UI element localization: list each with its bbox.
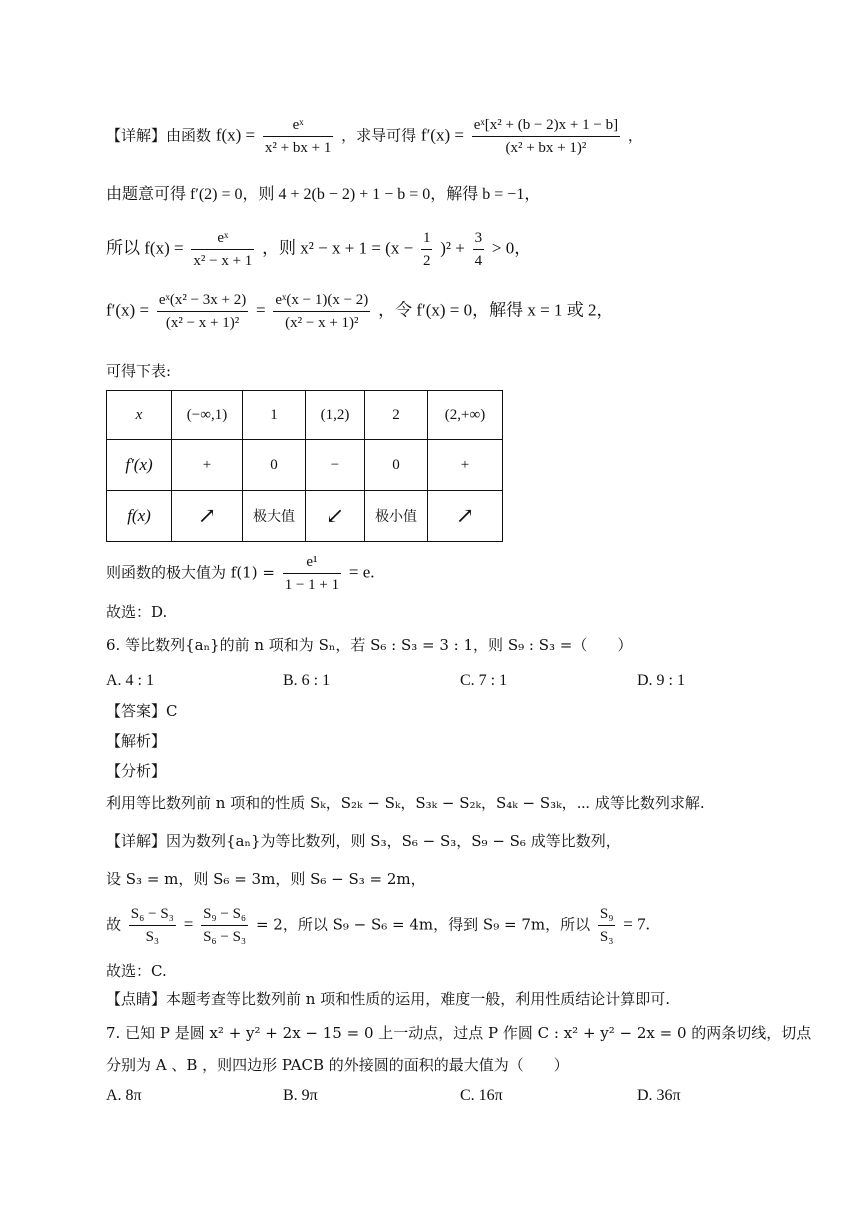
table-cell: 0 [365,440,428,491]
line3-fraction [191,228,254,271]
detail-line-1 [106,115,643,158]
line4-pre: f′(x) = [106,300,150,320]
table-row [107,440,503,491]
max-value-line [106,552,375,595]
detail-text: 由函数 [166,126,212,145]
half-denominator: 2 [422,253,431,269]
table-cell: ↗ [428,491,503,542]
line4-fraction-2 [273,290,370,333]
line3-numerator: eˣ [191,228,254,250]
gu-num1: S₆ − S₃ [129,904,176,926]
detail-line-2: 由题意可得 f′(2) = 0，则 4 + 2(b − 2) + 1 − b = 0，解得 b = −1， [106,186,541,203]
monotonicity-table [106,390,503,542]
table-cell: 极小值 [365,491,428,542]
q7-option-b: B. 9π [283,1087,318,1104]
table-cell: + [172,440,243,491]
gu-fraction-1 [129,904,176,947]
q6-fenxi: 【分析】 [106,762,167,780]
deriv-text: ，求导可得 [341,126,417,145]
gu-mid: = 2，所以 S₉ − S₆ = 4m，得到 S₉ = 7m，所以 [255,915,591,934]
q7-stem-2: 分别为 A 、B ，则四边形 PACB 的外接圆的面积的最大值为（ ） [106,1056,569,1074]
q7-option-c: C. 16π [460,1087,503,1104]
table-cell: f(x) [107,491,172,542]
max-numerator: e¹ [283,552,341,574]
table-cell: ↗ [172,491,243,542]
q6-answer: 【答案】C [106,702,178,720]
f-def: f(x) = [215,125,256,145]
q7-stem-1: 7. 已知 P 是圆 x² + y² + 2x − 15 = 0 上一动点，过点 P 作圆 C : x² + y² − 2x = 0 的两条切线，切点 [106,1024,812,1042]
gu-den3: S₃ [599,929,614,945]
line3-denominator: x² − x + 1 [193,253,253,269]
gu-pre: 故 [106,915,122,934]
line3-pre: 所以 f(x) = [106,238,184,258]
table-cell: 极大值 [243,491,306,542]
line4-eq: = [256,300,266,320]
detail-line-3 [106,228,531,271]
gu-den2: S₆ − S₃ [203,929,247,945]
table-cell: 1 [243,391,306,440]
f-fraction [263,115,333,158]
detail-label: 【详解】 [106,126,167,145]
line4-end: ，令 f′(x) = 0，解得 x = 1 或 2， [378,300,614,320]
gu-num2: S₉ − S₆ [201,904,248,926]
gu-fraction-2 [201,904,248,947]
q6-option-c: C. 7 : 1 [460,672,508,689]
line3-end: > 0， [491,238,532,258]
q6-detail: 【详解】因为数列{aₙ}为等比数列，则 S₃，S₆ − S₃，S₉ − S₆ 成等比数列， [106,832,621,850]
q6-analysis: 【解析】 [106,732,167,750]
table-row [107,491,503,542]
q6-stem: 6. 等比数列{aₙ}的前 n 项和为 Sₙ，若 S₆ : S₃ = 3 : 1，则 S₉ : S₃ =（ ） [106,636,633,654]
fp-fraction [472,115,620,158]
max-pre: 则函数的极大值为 f(1) = [106,563,275,582]
q6-option-d: D. 9 : 1 [637,672,685,689]
table-cell: (−∞,1) [172,391,243,440]
line4-num1: eˣ(x² − 3x + 2) [157,290,248,312]
gu-fraction-3 [598,904,616,947]
gu-end: = 7. [623,914,650,934]
max-fraction [283,552,341,595]
table-cell: x [107,391,172,440]
max-denominator: 1 − 1 + 1 [284,577,340,593]
line4-num2: eˣ(x − 1)(x − 2) [273,290,370,312]
fp-denominator: (x² + bx + 1)² [505,140,587,156]
table-cell: 2 [365,391,428,440]
gu-num3: S₉ [598,904,616,926]
table-cell: f′(x) [107,440,172,491]
table-cell: (1,2) [306,391,365,440]
table-cell: + [428,440,503,491]
q6-gu-line [106,904,650,947]
table-cell: − [306,440,365,491]
f-numerator: eˣ [263,115,333,137]
detail-line-4 [106,290,613,333]
q6-fenxi-text: 利用等比数列前 n 项和的性质 Sₖ，S₂ₖ − Sₖ，S₃ₖ − S₂ₖ，S₄ₖ − S₃ₖ，⋯ 成等比数列求解. [106,794,705,812]
max-end: = e. [348,562,375,582]
line4-fraction-1 [157,290,248,333]
half-fraction [421,228,433,271]
comma: ， [627,126,643,145]
q7-option-a: A. 8π [106,1087,142,1104]
q6-choose: 故选：C. [106,962,167,980]
tq-numerator: 3 [473,228,485,250]
q6-option-b: B. 6 : 1 [283,672,331,689]
gu-eq: = [183,914,194,934]
choose-5: 故选：D. [106,603,168,621]
line4-den1: (x² − x + 1)² [165,315,240,331]
line3-post: )² + [440,238,465,258]
line3-mid: ，则 x² − x + 1 = (x − [262,238,414,258]
fp-numerator: eˣ[x² + (b − 2)x + 1 − b] [472,115,620,137]
gu-den1: S₃ [145,929,160,945]
q7-option-d: D. 36π [637,1087,681,1104]
table-cell: (2,+∞) [428,391,503,440]
table-intro: 可得下表: [106,362,172,380]
table-cell: 0 [243,440,306,491]
table-row [107,391,503,440]
three-quarter-fraction [473,228,485,271]
f-denominator: x² + bx + 1 [264,140,332,156]
tq-denominator: 4 [474,253,483,269]
q6-comment: 【点睛】本题考查等比数列前 n 项和性质的运用，难度一般，利用性质结论计算即可. [106,990,670,1008]
q6-set: 设 S₃ = m，则 S₆ = 3m，则 S₆ − S₃ = 2m， [106,870,426,888]
fp-def: f′(x) = [420,125,464,145]
half-numerator: 1 [421,228,433,250]
table-cell: ↙ [306,491,365,542]
q6-option-a: A. 4 : 1 [106,672,154,689]
line4-den2: (x² − x + 1)² [285,315,359,331]
